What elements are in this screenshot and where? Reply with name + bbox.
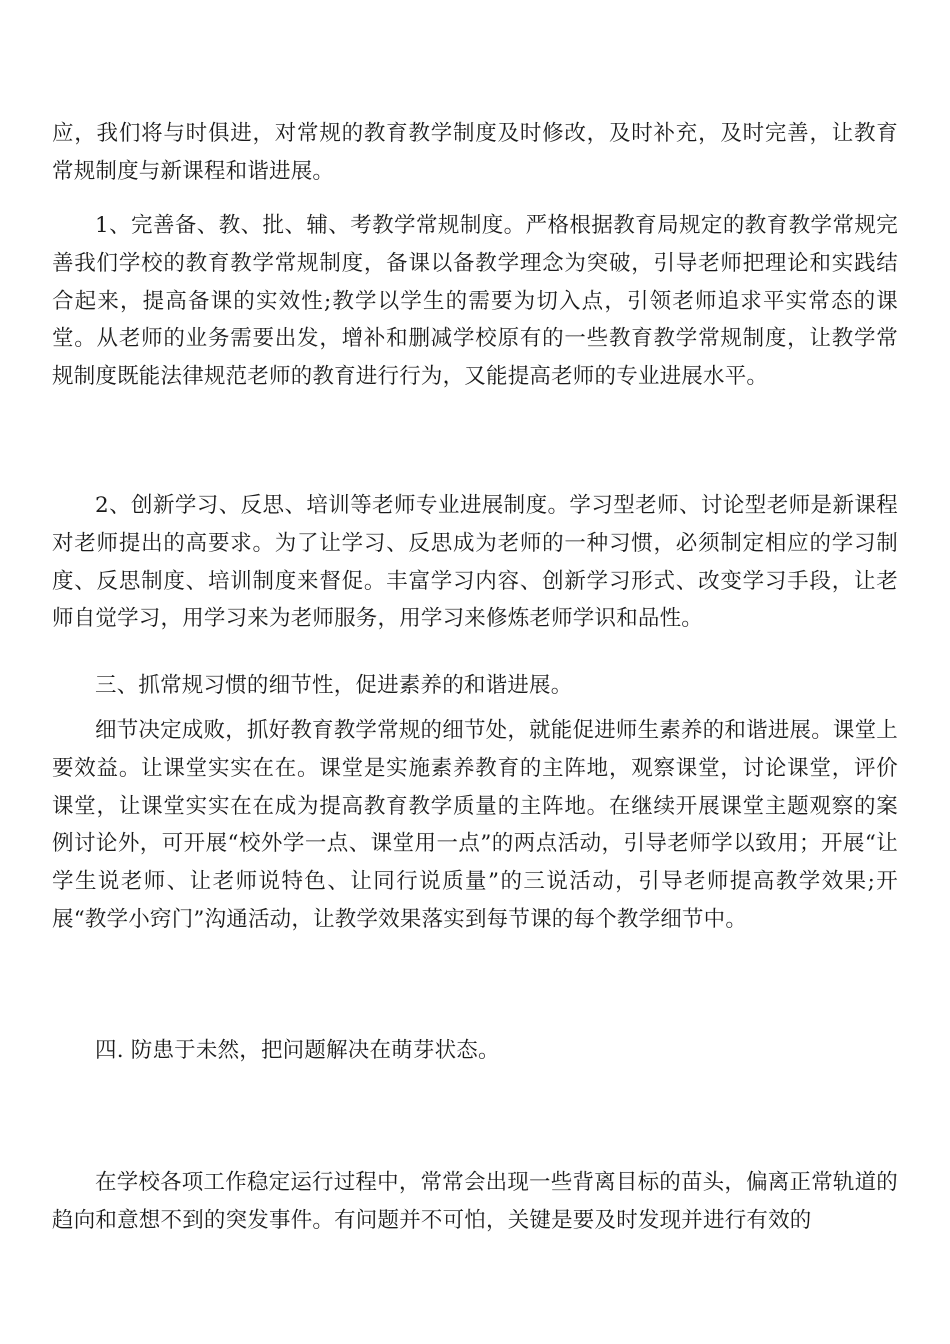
paragraph-details: 细节决定成败，抓好教育教学常规的细节处，就能促进师生素养的和谐进展。课堂上要效益。让课堂实实在在。课堂是实施素养教育的主阵地，观察课堂，讨论课堂，评价课堂，让课堂实实在在成为提高教育教学质量的主阵地。在继续开展课堂主题观察的案例讨论外，可开展“校外学一点、课堂用一点”的两点活动，引导老师学以致用；开展“让学生说老师、让老师说特色、让同行说质量”的三说活动，引导老师提高教学效果;开展“教学小窍门”沟通活动，让教学效果落实到每节课的每个教学细节中。: [52, 718, 898, 932]
paragraph-continuation: 应，我们将与时俱进，对常规的教育教学制度及时修改，及时补充，及时完善，让教育常规制度与新课程和谐进展。: [52, 121, 898, 184]
section-heading-three: 三、抓常规习惯的细节性，促进素养的和谐进展。: [95, 673, 573, 698]
paragraph-teaching-routine: 1、完善备、教、批、辅、考教学常规制度。严格根据教育局规定的教育教学常规完善我们学校的教育教学常规制度，备课以备教学理念为突破，引导老师把理论和实践结合起来，提高备课的实效性;教学以学生的需要为切入点，引领老师追求平实常态的课堂。从老师的业务需要出发，增补和删减学校原有的一些教育教学常规制度，让教学常规制度既能法律规范老师的教育进行行为，又能提高老师的专业进展水平。: [52, 213, 898, 390]
paragraph-problem-prevention: 在学校各项工作稳定运行过程中，常常会出现一些背离目标的苗头，偏离正常轨道的趋向和意想不到的突发事件。有问题并不可怕，关键是要及时发现并进行有效的: [52, 1170, 898, 1233]
paragraph-teacher-development: 2、创新学习、反思、培训等老师专业进展制度。学习型老师、讨论型老师是新课程对老师提出的高要求。为了让学习、反思成为老师的一种习惯，必须制定相应的学习制度、反思制度、培训制度来督促。丰富学习内容、创新学习形式、改变学习手段，让老师自觉学习，用学习来为老师服务，用学习来修炼老师学识和品性。: [52, 493, 898, 632]
section-heading-four: 四. 防患于未然，把问题解决在萌芽状态。: [95, 1038, 500, 1063]
